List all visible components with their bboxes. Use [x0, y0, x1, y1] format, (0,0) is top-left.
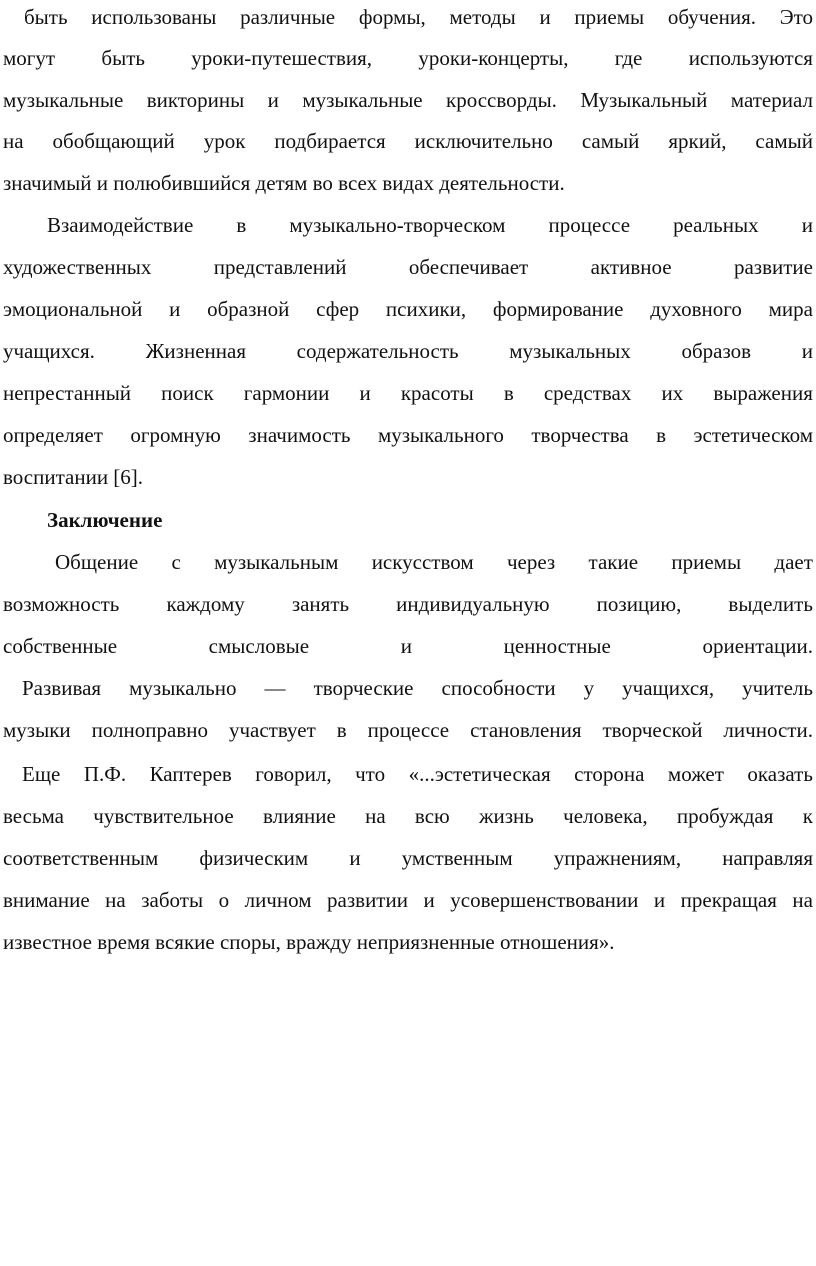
word: человека,	[563, 804, 648, 828]
word: и	[653, 888, 666, 912]
word: процессе	[548, 213, 631, 237]
word: урок	[203, 129, 246, 153]
word: Еще	[22, 762, 61, 786]
word: индивидуальную	[396, 592, 550, 616]
word: такие	[588, 550, 639, 574]
word: методы	[449, 5, 516, 29]
paragraph-2-line-3	[3, 294, 813, 324]
word: может	[667, 762, 724, 786]
word: Жизненная	[145, 339, 246, 363]
section-heading: Заключение	[47, 508, 163, 532]
word: формы,	[358, 5, 426, 29]
word: и	[359, 381, 371, 405]
word: что	[355, 762, 386, 786]
word: всю	[414, 804, 450, 828]
paragraph-3-line-2	[3, 589, 813, 619]
word: занять	[291, 592, 350, 616]
word: возможность	[3, 592, 120, 616]
word: их	[661, 381, 684, 405]
word: обучения.	[667, 5, 756, 29]
word: быть	[24, 5, 68, 29]
word: использованы	[91, 5, 217, 29]
word: физическим	[199, 846, 309, 870]
word: образной	[207, 297, 290, 321]
word: и	[423, 888, 435, 912]
word: собственные	[3, 634, 118, 658]
word: —	[264, 676, 286, 700]
word: каждому	[166, 592, 245, 616]
paragraph-1-line-5: значимый и полюбившийся детям во всех видах деятельности.	[3, 171, 565, 195]
word: образов	[681, 339, 752, 363]
word: значимость	[248, 423, 351, 447]
paragraph-1-line-4	[3, 126, 813, 156]
word: пробуждая	[676, 804, 774, 828]
word: сфер	[316, 297, 360, 321]
word: уроки-путешествия,	[191, 46, 373, 70]
word: весьма	[3, 804, 65, 828]
word: оказать	[747, 762, 813, 786]
word: материал	[730, 88, 813, 112]
paragraph-2-line-5	[3, 378, 813, 408]
word: Каптерев	[149, 762, 232, 786]
word: определяет	[3, 423, 103, 447]
word: учащихся,	[622, 676, 715, 700]
word: жизнь	[479, 804, 534, 828]
word: в	[503, 381, 514, 405]
word: ценностные	[503, 634, 611, 658]
word: у	[583, 676, 595, 700]
word: красоты	[400, 381, 474, 405]
word: быть	[101, 46, 145, 70]
word: музыкальным	[214, 550, 339, 574]
word: сторона	[574, 762, 645, 786]
word: обобщающий	[52, 129, 175, 153]
word: и	[801, 213, 813, 237]
paragraph-2-line-7: воспитании [6].	[3, 465, 144, 489]
word: исключительно	[414, 129, 553, 153]
word: средствах	[543, 381, 632, 405]
paragraph-2-line-2	[3, 252, 813, 282]
paragraph-1-line-3	[3, 85, 813, 115]
word: к	[802, 804, 813, 828]
word: психики,	[385, 297, 467, 321]
word: творческие	[313, 676, 414, 700]
word: выделить	[728, 592, 813, 616]
word: музыкально	[129, 676, 237, 700]
word: на	[792, 888, 813, 912]
word: позицию,	[596, 592, 682, 616]
word: через	[506, 550, 556, 574]
word: мира	[768, 297, 813, 321]
paragraph-2-line-4	[3, 336, 813, 366]
word: формирование	[492, 297, 624, 321]
paragraph-2-line-6	[3, 420, 813, 450]
word: в	[336, 718, 347, 742]
word: прекращая	[680, 888, 777, 912]
word: и	[349, 846, 361, 870]
word: приемы	[574, 5, 645, 29]
word: говорил,	[255, 762, 332, 786]
word: представлений	[213, 255, 347, 279]
word: участвует	[228, 718, 316, 742]
word: в	[236, 213, 247, 237]
word: и	[169, 297, 181, 321]
paragraph-5-line-4	[3, 885, 813, 915]
paragraph-2-line-1	[47, 210, 813, 240]
word: упражнениям,	[553, 846, 682, 870]
word: П.Ф.	[83, 762, 127, 786]
word: внимание	[3, 888, 90, 912]
word: с	[171, 550, 181, 574]
word: подбирается	[274, 129, 386, 153]
word: влияние	[262, 804, 336, 828]
word: самый	[755, 129, 813, 153]
word: художественных	[3, 255, 152, 279]
word: на	[365, 804, 386, 828]
word: и	[539, 5, 551, 29]
paragraph-4-line-1	[22, 673, 813, 703]
word: умственным	[401, 846, 513, 870]
word: выражения	[713, 381, 813, 405]
word: Развивая	[22, 676, 102, 700]
word: усовершенствовании	[450, 888, 639, 912]
word: дает	[774, 550, 813, 574]
word: самый	[581, 129, 640, 153]
word: ориентации.	[702, 634, 813, 658]
paragraph-1-line-2	[3, 43, 813, 73]
word: могут	[3, 46, 56, 70]
word: развитии	[327, 888, 408, 912]
word: уроки-концерты,	[418, 46, 569, 70]
word: Общение	[55, 550, 139, 574]
word: на	[105, 888, 126, 912]
word: содержательность	[296, 339, 459, 363]
word: о	[218, 888, 230, 912]
word: на	[3, 129, 24, 153]
word: духовного	[650, 297, 742, 321]
word: личности.	[723, 718, 813, 742]
word: используются	[688, 46, 813, 70]
word: Музыкальный	[580, 88, 708, 112]
word: и	[801, 339, 813, 363]
word: искусством	[371, 550, 474, 574]
word: учитель	[742, 676, 813, 700]
word: музыкального	[377, 423, 504, 447]
word: в	[656, 423, 667, 447]
word: творчества	[531, 423, 629, 447]
word: соответственным	[3, 846, 159, 870]
word: поиск	[161, 381, 214, 405]
word: становления	[470, 718, 582, 742]
word: яркий,	[668, 129, 727, 153]
word: заботы	[141, 888, 204, 912]
word: викторины	[146, 88, 245, 112]
word: учащихся.	[3, 339, 95, 363]
word: «...эстетическая	[408, 762, 551, 786]
paragraph-1-line-1	[24, 2, 813, 32]
word: кроссворды.	[446, 88, 557, 112]
paragraph-4-line-2	[3, 715, 813, 745]
paragraph-3-line-1	[55, 547, 813, 577]
word: и	[267, 88, 279, 112]
word: чувствительное	[93, 804, 234, 828]
word: музыки	[3, 718, 71, 742]
word: полноправно	[91, 718, 208, 742]
word: музыкально-творческом	[289, 213, 506, 237]
word: смысловые	[208, 634, 310, 658]
word: музыкальные	[3, 88, 124, 112]
word: эстетическом	[693, 423, 813, 447]
paragraph-5-line-2	[3, 801, 813, 831]
word: огромную	[130, 423, 221, 447]
word: эмоциональной	[3, 297, 143, 321]
word: Это	[779, 5, 813, 29]
word: и	[400, 634, 412, 658]
word: приемы	[671, 550, 742, 574]
word: гармонии	[243, 381, 330, 405]
word: реальных	[673, 213, 759, 237]
word: где	[614, 46, 643, 70]
word: активное	[590, 255, 672, 279]
word: непрестанный	[3, 381, 132, 405]
word: различные	[240, 5, 336, 29]
word: обеспечивает	[408, 255, 529, 279]
word: музыкальных	[509, 339, 631, 363]
word: музыкальные	[302, 88, 423, 112]
word: Взаимодействие	[47, 213, 194, 237]
word: творческой	[602, 718, 703, 742]
paragraph-5-line-3	[3, 843, 813, 873]
word: способности	[441, 676, 556, 700]
word: направляя	[722, 846, 813, 870]
word: процессе	[367, 718, 450, 742]
word: личном	[244, 888, 312, 912]
word: развитие	[733, 255, 813, 279]
paragraph-3-line-3	[3, 631, 813, 661]
paragraph-5-line-1	[22, 759, 813, 789]
paragraph-5-line-5: известное время всякие споры, вражду неприязненные отношения».	[3, 930, 615, 954]
